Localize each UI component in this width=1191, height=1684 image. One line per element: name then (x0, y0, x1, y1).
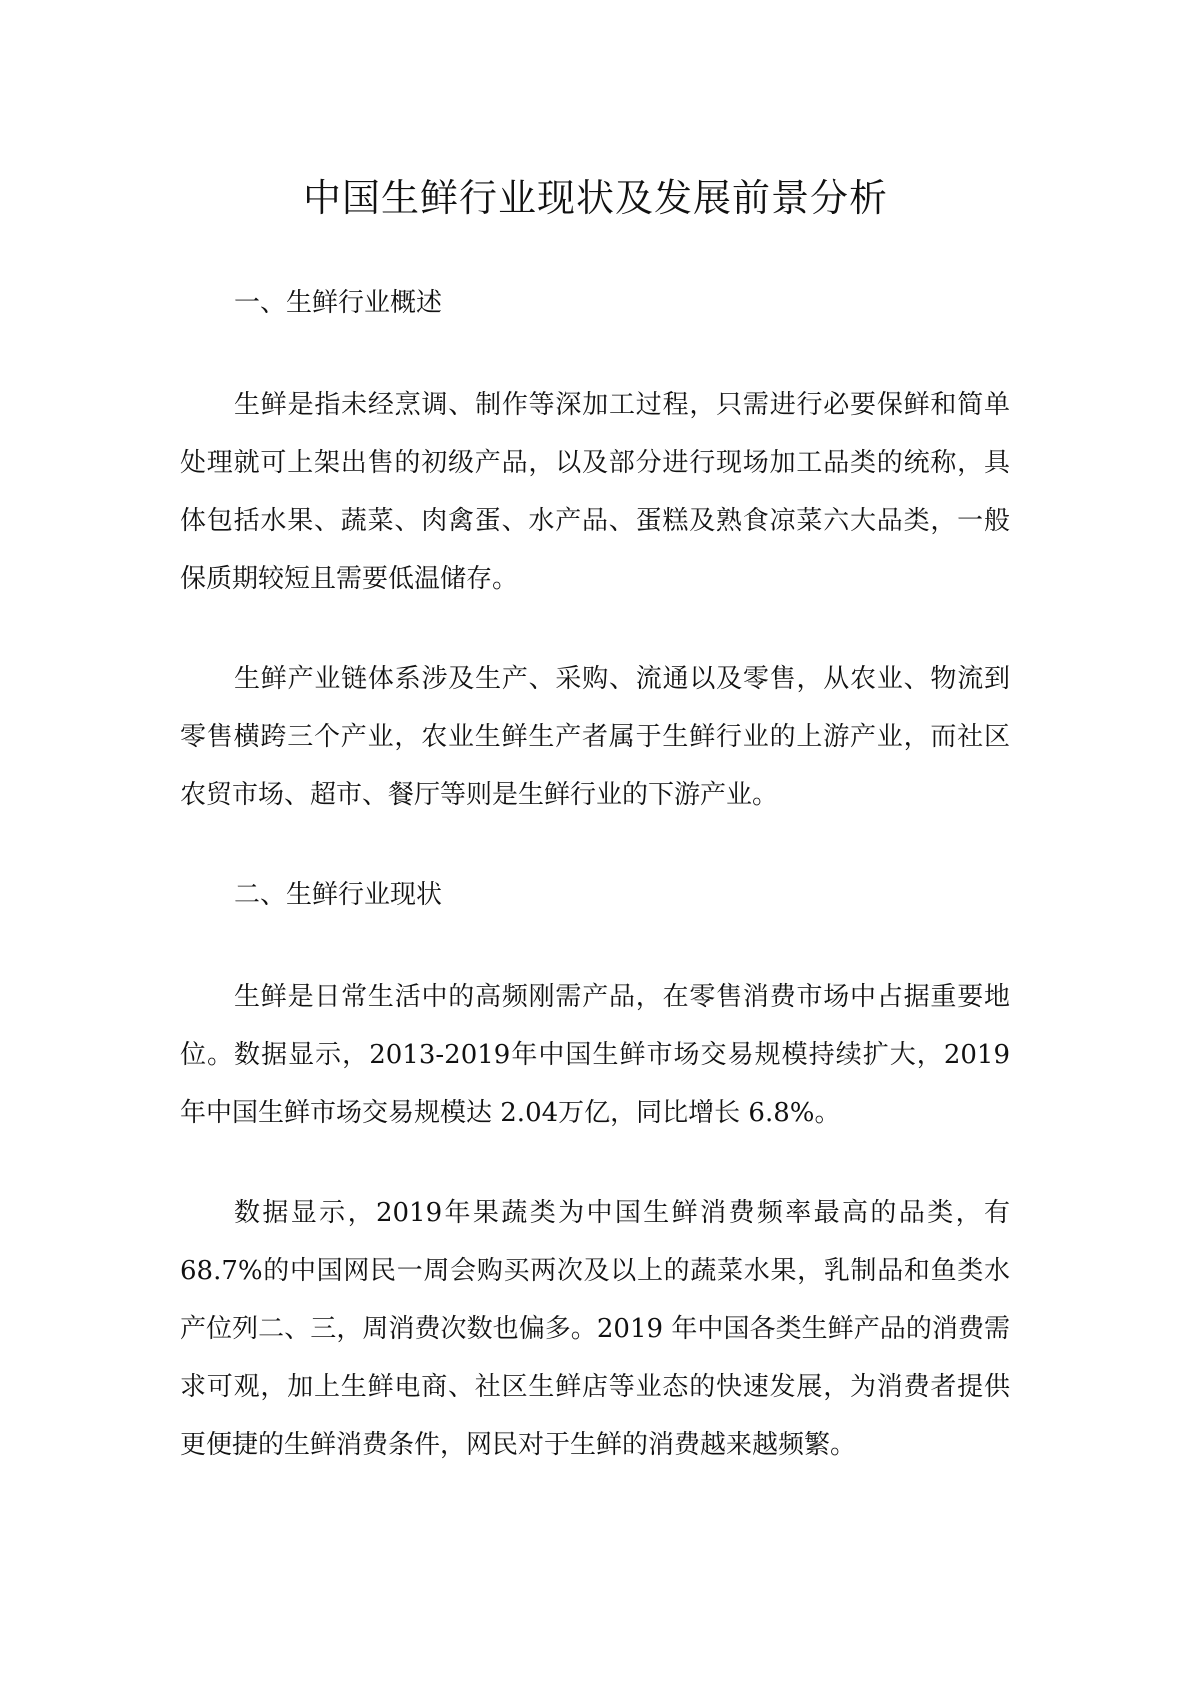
document-body (180, 274, 1010, 1516)
section-heading-status: 二、生鲜行业现状 (234, 880, 443, 910)
section-heading-overview: 一、生鲜行业概述 (234, 288, 443, 318)
document-title: 中国生鲜行业现状及发展前景分析 (302, 176, 888, 220)
paragraph-industry-chain: 生鲜产业链体系涉及生产、采购、流通以及零售，从农业、物流到零售横跨三个产业，农业生鲜生产者属于生鲜行业的上游产业，而社区农贸市场、超市、餐厅等则是生鲜行业的下游产业。 (180, 664, 1010, 810)
paragraph-market-size: 生鲜是日常生活中的高频刚需产品，在零售消费市场中占据重要地位。数据显示，2013-2019年中国生鲜市场交易规模持续扩大，2019年中国生鲜市场交易规模达 2.04万亿，同比增长 6.8%。 (180, 982, 1010, 1128)
paragraph-consumption-frequency: 数据显示，2019年果蔬类为中国生鲜消费频率最高的品类，有68.7%的中国网民一周会购买两次及以上的蔬菜水果，乳制品和鱼类水产位列二、三，周消费次数也偏多。2019 年中国各类生鲜产品的消费需求可观，加上生鲜电商、社区生鲜店等业态的快速发展，为消费者提供更便捷的生鲜消费条件，网民对于生鲜的消费越来越频繁。 (180, 1198, 1010, 1460)
paragraph-definition: 生鲜是指未经烹调、制作等深加工过程，只需进行必要保鲜和简单处理就可上架出售的初级产品，以及部分进行现场加工品类的统称，具体包括水果、蔬菜、肉禽蛋、水产品、蛋糕及熟食凉菜六大品类，一般保质期较短且需要低温储存。 (180, 390, 1010, 594)
